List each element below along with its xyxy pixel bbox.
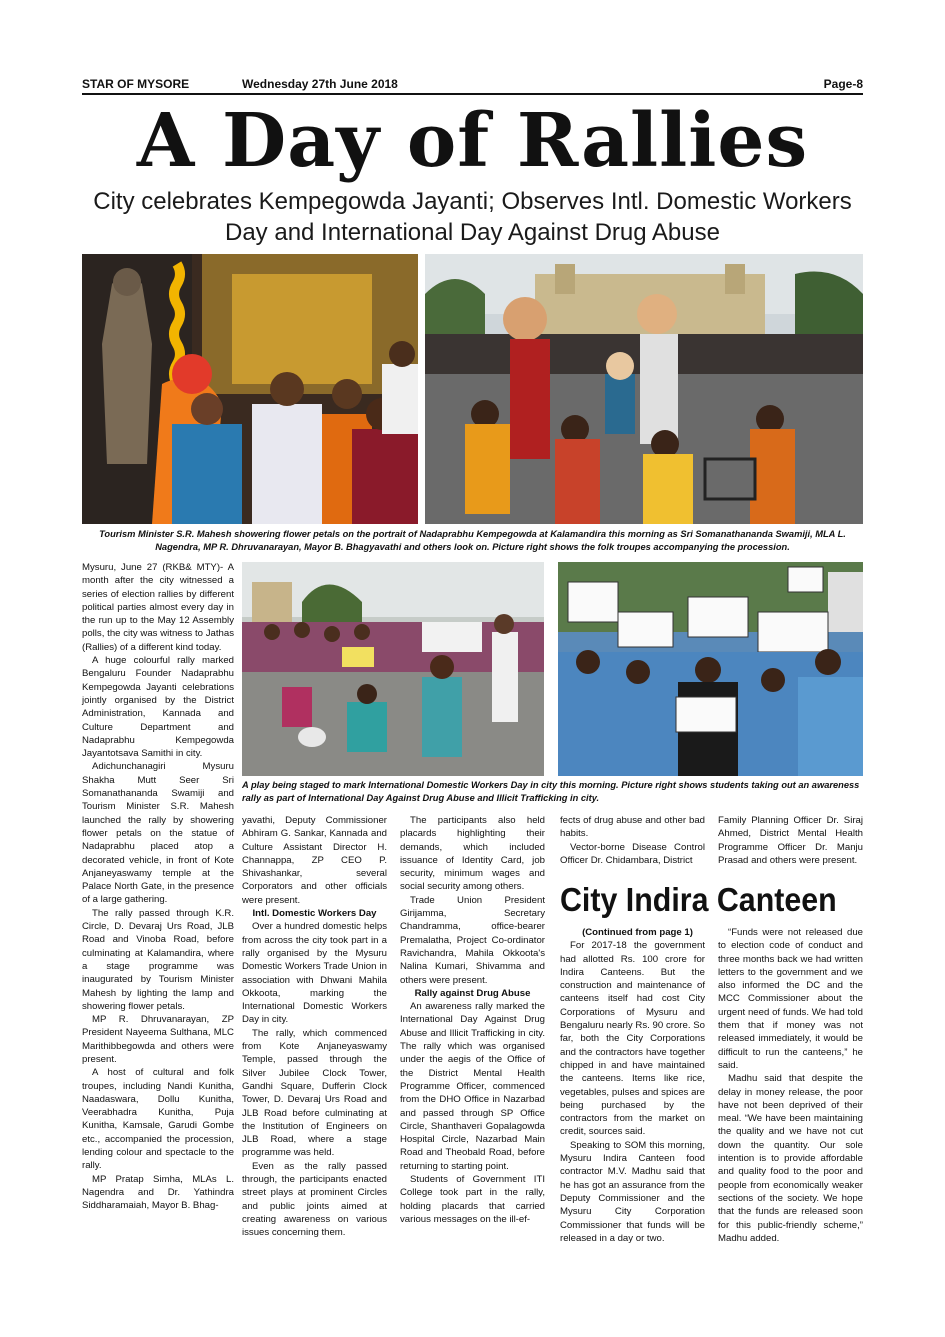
story-column-2	[242, 814, 387, 1240]
issue-date: Wednesday 27th June 2018	[242, 77, 398, 91]
continued-note: (Continued from page 1)	[582, 927, 693, 938]
story-paragraph: Adichunchanagiri Mysuru Shakha Mutt Seer Sri Somanathananda Swamiji and Tourism Minister S.R. Mahesh launched the rally by showering flower petals on the statue of Nadaprabhu placed atop a decorated vehicle, in front of Kote Anjaneyaswamy temple at the Palace North Gate, in the presence of a large gathering.	[82, 761, 234, 906]
photo-domestic-workers-play	[242, 562, 544, 776]
story-paragraph: MP Pratap Simha, MLAs L. Nagendra and Dr. Yathindra Siddharamaiah, Mayor B. Bhag-	[82, 1173, 234, 1212]
story-paragraph: An awareness rally marked the International Day Against Drug Abuse and Illicit Trafficking in city. The rally which was organised under the aegis of the Office of the District Mental Health Programme Officer, commenced from the DHO Office in Nazarbad and passed through SP Office Circle, Shanthaveri Gopalagowda Hospital Circle, Nazarbad Main Road and Theobald Road, before returning to starting point.	[400, 1001, 545, 1172]
canteen-column-b	[718, 926, 863, 1245]
subheadline: City celebrates Kempegowda Jayanti; Observes Intl. Domestic Workers Day and International Day Against Drug Abuse	[93, 188, 852, 246]
photo-kempegowda-portrait	[82, 254, 418, 524]
story-paragraph: The rally passed through K.R. Circle, D. Devaraj Urs Road, JLB Road and Vinoba Road, before culminating at Kalamandira, where a stage programme was inaugurated by Tourism Minister Mahesh by lighting the lamp and showering flower petals.	[82, 907, 234, 1012]
story-paragraph: A huge colourful rally marked Bengaluru Founder Nadaprabhu Kempegowda Jayanti celebrations jointly organised by the District Administration, Kannada and Culture Department and Nadaprabhu Kempegowda Jayantotsava Samithi in city.	[82, 655, 234, 760]
story-paragraph: Family Planning Officer Dr. Siraj Ahmed, District Mental Health Programme Officer Dr. Manju Prasad and others were present.	[718, 815, 863, 866]
story-paragraph: MP R. Dhruvanarayan, ZP President Nayeema Sulthana, MLC Marithibbegowda and others were present.	[82, 1014, 234, 1065]
canteen-headline: City Indira Canteen	[560, 881, 837, 918]
story-paragraph: The rally, which commenced from Kote Anjaneyaswamy Temple, passed through the Silver Jubilee Clock Tower, Gandhi Square, Dufferin Clock Tower, D. Devaraj Urs Road and JLB Road before culminating at the Institution of Engineers on JLB Road, where a stage programme was held.	[242, 1027, 387, 1159]
story-paragraph: Trade Union President Girijamma, Secretary Chandramma, office-bearer Premalatha, Project Co-ordinator Ravichandra, Mahila Okkoota's Nalina Kumari, Shivamma and others were present.	[400, 894, 545, 986]
middle-photo-caption: A play being staged to mark International Domestic Workers Day in city this morning. Picture right shows students taking out an awareness rally as part of International Day Against Drug Abuse and Illicit Trafficking in city.	[242, 780, 860, 803]
story-paragraph: Vector-borne Disease Control Officer Dr. Chidambara, District	[560, 841, 705, 866]
story-paragraph: fects of drug abuse and other bad habits.	[560, 815, 705, 840]
top-photo-caption: Tourism Minister S.R. Mahesh showering flower petals on the portrait of Nadaprabhu Kempegowda at Kalamandira this morning as Sri Somanathananda Swamiji, MLA L. Nagendra, MP R. Dhruvanarayan, Mayor B. Bhagyavathi and others look on. Picture right shows the folk troupes accompanying the procession.	[99, 529, 846, 552]
story-column-4	[560, 814, 705, 867]
photo-folk-troupes	[425, 254, 863, 524]
story-paragraph: The participants also held placards highlighting their demands, which included issuance of Identity Card, job security, minimum wages and social security among others.	[400, 815, 545, 893]
story-paragraph: A host of cultural and folk troupes, including Nandi Kunitha, Naadaswara, Dollu Kunitha, Veerabhadra Kunitha, Puja Kunitha, Kamsale, Garudi Gombe etc., accompanied the procession, lending colour and spectacle to the rally.	[82, 1067, 234, 1172]
story-paragraph: Even as the rally passed through, the participants enacted street plays at prominent Circles and public joints aimed at creating awareness on various issues concerning them.	[242, 1160, 387, 1239]
story-paragraph: yavathi, Deputy Commissioner Abhiram G. Sankar, Kannada and Culture Assistant Director H. Channappa, ZP CEO P. Shivashankar, several Corporators and other officials were present.	[242, 815, 387, 906]
canteen-paragraph: Speaking to SOM this morning, Mysuru Indira Canteen food contractor M.V. Madhu said that he has got an assurance from the Deputy Commissioner and the Mysuru City Corporation Commissioner that funds will be released in a day or two.	[560, 1139, 705, 1244]
canteen-column-a	[560, 926, 705, 1245]
canteen-paragraph: For 2017-18 the government had allotted Rs. 100 crore for Indira Canteens. But the construction and maintenance of canteens itself had cost City Corporations of Mysuru and Bengaluru nearly Rs. 90 crore. So far, both the City Corporations and the contractors have together chipped in and have maintained the canteens. Items like rice, vegetables, pulses and spices are being purchased by the contractors from the market on credit, sources said.	[560, 940, 705, 1138]
masthead	[82, 75, 863, 93]
masthead-rule	[82, 93, 863, 95]
story-column-3	[400, 814, 545, 1226]
story-column-1	[82, 561, 234, 1213]
story-column-5	[718, 814, 863, 867]
canteen-paragraph: “Funds were not released due to election code of conduct and three months back we had written letters to the government and we also informed the DC and the MCC Commissioner about the urgent need of funds. We had told them that if money was not released immediately, it would be difficult to run the canteens,” he said.	[718, 927, 863, 1071]
subhead-drug-abuse: Rally against Drug Abuse	[414, 987, 531, 999]
headline: A Day of Rallies	[136, 98, 809, 184]
story-paragraph: Over a hundred domestic helps from across the city took part in a rally organised by the Mysuru Domestic Workers Trade Union in association with Dhwani Mahila Okkoota, marking the International Domestic Workers Day in city.	[242, 921, 387, 1026]
publication-name: STAR OF MYSORE	[82, 77, 190, 91]
photo-drug-abuse-rally	[558, 562, 863, 776]
subhead-domestic-workers: Intl. Domestic Workers Day	[252, 908, 377, 920]
page-number: Page-8	[823, 77, 863, 91]
canteen-paragraph: Madhu said that despite the delay in money release, the poor have not been deprived of their meal. “We have been maintaining the quality and we have not cut down the quantity. Our sole intention is to provide affordable and quality food to the poor and people from economically weaker sections of the society. We hope that the funds are released soon for this public-friendly scheme,” Madhu added.	[718, 1073, 863, 1244]
story-paragraph: Students of Government ITI College took part in the rally, holding placards that carried various messages on the ill-ef-	[400, 1174, 545, 1225]
story-paragraph: Mysuru, June 27 (RKB& MTY)- A month after the city witnessed a series of election rallies by different political parties almost every day in the run up to the May 12 Assembly polls, the city was witness to Jathas (Rallies) of a different kind today.	[82, 562, 234, 653]
